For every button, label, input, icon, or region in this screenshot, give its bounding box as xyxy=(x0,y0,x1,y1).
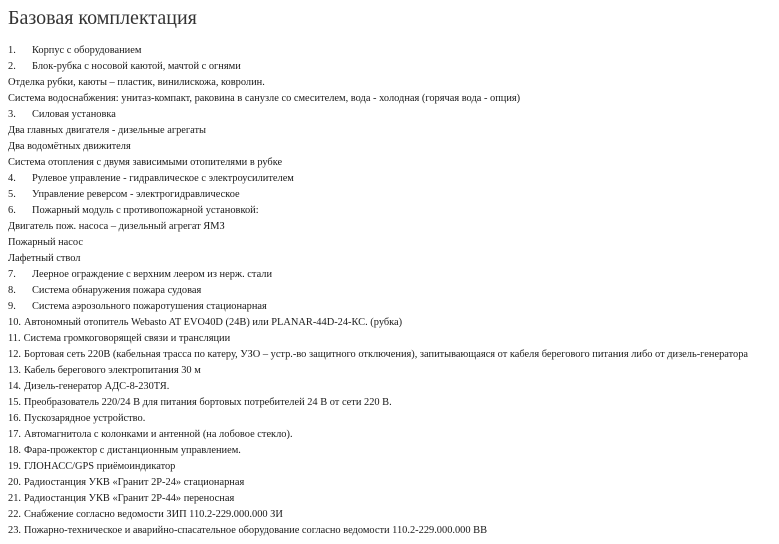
list-item-text: Леерное ограждение с верхним леером из нерж. стали xyxy=(32,269,273,280)
list-item xyxy=(8,123,779,139)
list-item-number: 22. xyxy=(8,509,21,520)
list-item xyxy=(8,283,779,299)
list-item xyxy=(8,459,779,475)
list-item xyxy=(8,331,779,347)
list-item xyxy=(8,203,779,219)
list-item-text: Блок-рубка с носовой каютой, мачтой с огнями xyxy=(32,61,241,72)
list-item-text: Система отопления с двумя зависимыми отопителями в рубке xyxy=(8,157,283,168)
list-item-text: ГЛОНАСС/GPS приёмоиндикатор xyxy=(24,461,176,472)
list-item-text: Два водомётных движителя xyxy=(8,141,131,152)
list-item xyxy=(8,59,779,75)
list-item-text: Бортовая сеть 220В (кабельная трасса по катеру, УЗО – устр.-во защитного отключения), запитывающаяся от кабеля берегового питания либо от дизель-генератора xyxy=(24,349,749,360)
list-item xyxy=(8,347,779,363)
list-item-number: 10. xyxy=(8,317,21,328)
list-item-number: 14. xyxy=(8,381,21,392)
list-item-text: Кабель берегового электропитания 30 м xyxy=(24,365,201,376)
list-item xyxy=(8,107,779,123)
list-item xyxy=(8,219,779,235)
list-item xyxy=(8,491,779,507)
list-item-number: 15. xyxy=(8,397,21,408)
list-item-number: 20. xyxy=(8,477,21,488)
list-item-text: Пожарный модуль с противопожарной установкой: xyxy=(32,205,259,216)
list-item-number: 17. xyxy=(8,429,21,440)
list-item-number: 9. xyxy=(8,301,16,312)
list-item-number: 8. xyxy=(8,285,16,296)
list-item xyxy=(8,187,779,203)
list-item-text: Отделка рубки, каюты – пластик, винилискожа, ковролин. xyxy=(8,77,265,88)
list-item-text: Дизель-генератор АДС-8-230ТЯ. xyxy=(24,381,170,392)
list-item-number: 5. xyxy=(8,189,16,200)
list-item-text: Управление реверсом - электрогидравлическое xyxy=(32,189,240,200)
list-item-number: 4. xyxy=(8,173,16,184)
list-item-number: 6. xyxy=(8,205,16,216)
list-item-number: 18. xyxy=(8,445,21,456)
list-item xyxy=(8,43,779,59)
list-item xyxy=(8,299,779,315)
list-item-text: Радиостанция УКВ «Гранит 2Р-44» переносная xyxy=(24,493,235,504)
list-item xyxy=(8,427,779,443)
list-item-text: Двигатель пож. насоса – дизельный агрегат ЯМЗ xyxy=(8,221,225,232)
equipment-list xyxy=(8,43,779,539)
list-item-text: Пожарный насос xyxy=(8,237,83,248)
list-item-text: Система аэрозольного пожаротушения стационарная xyxy=(32,301,267,312)
list-item-text: Силовая установка xyxy=(32,109,116,120)
list-item-text: Два главных двигателя - дизельные агрегаты xyxy=(8,125,207,136)
list-item-number: 7. xyxy=(8,269,16,280)
list-item xyxy=(8,475,779,491)
page-title: Базовая комплектация xyxy=(8,7,197,29)
list-item xyxy=(8,411,779,427)
list-item-text: Автономный отопитель Webasto AT EVO40D (24В) или PLANAR-44D-24-КС. (рубка) xyxy=(24,317,403,328)
list-item-text: Пускозарядное устройство. xyxy=(24,413,146,424)
list-item-number: 3. xyxy=(8,109,16,120)
list-item xyxy=(8,443,779,459)
list-item xyxy=(8,155,779,171)
list-item-number: 2. xyxy=(8,61,16,72)
list-item-text: Снабжение согласно ведомости ЗИП 110.2-229.000.000 ЗИ xyxy=(24,509,283,520)
list-item-number: 12. xyxy=(8,349,21,360)
list-item-number: 1. xyxy=(8,45,16,56)
list-item-number: 16. xyxy=(8,413,21,424)
list-item-text: Преобразователь 220/24 В для питания бортовых потребителей 24 В от сети 220 В. xyxy=(24,397,392,408)
list-item xyxy=(8,379,779,395)
list-item xyxy=(8,75,779,91)
list-item xyxy=(8,523,779,539)
list-item-text: Радиостанция УКВ «Гранит 2Р-24» стационарная xyxy=(24,477,245,488)
list-item-text: Корпус с оборудованием xyxy=(32,45,142,56)
list-item-text: Система обнаружения пожара судовая xyxy=(32,285,202,296)
list-item-text: Пожарно-техническое и аварийно-спасательное оборудование согласно ведомости 110.2-229.000.000 ВВ xyxy=(24,525,488,536)
list-item xyxy=(8,363,779,379)
list-item-number: 19. xyxy=(8,461,21,472)
list-item xyxy=(8,235,779,251)
list-item-text: Рулевое управление - гидравлическое с электроусилителем xyxy=(32,173,294,184)
list-item xyxy=(8,395,779,411)
list-item-number: 23. xyxy=(8,525,21,536)
list-item xyxy=(8,507,779,523)
list-item-text: Автомагнитола с колонками и антенной (на лобовое стекло). xyxy=(24,429,293,440)
list-item-number: 11. xyxy=(8,333,21,344)
list-item xyxy=(8,315,779,331)
list-item xyxy=(8,139,779,155)
list-item xyxy=(8,91,779,107)
list-item-text: Система водоснабжения: унитаз-компакт, раковина в санузле со смесителем, вода - холодная (горячая вода - опция) xyxy=(8,93,521,104)
list-item-text: Лафетный ствол xyxy=(8,253,81,264)
list-item-text: Система громкоговорящей связи и трансляции xyxy=(23,333,231,344)
list-item xyxy=(8,171,779,187)
list-item xyxy=(8,251,779,267)
list-item-text: Фара-прожектор с дистанционным управлением. xyxy=(24,445,241,456)
list-item-number: 21. xyxy=(8,493,21,504)
list-item xyxy=(8,267,779,283)
list-item-number: 13. xyxy=(8,365,21,376)
